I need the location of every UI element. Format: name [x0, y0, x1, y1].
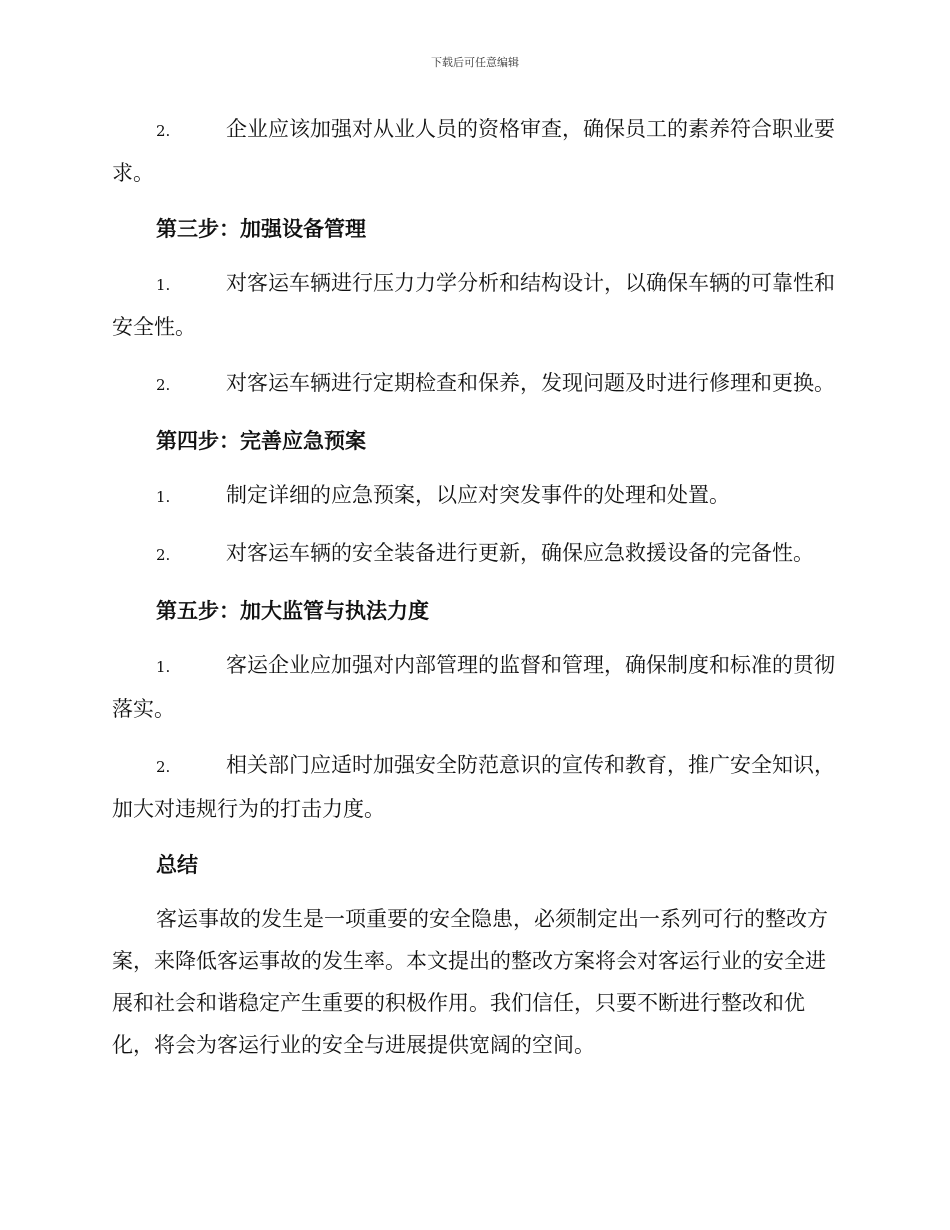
list-item [112, 474, 842, 518]
document-body [112, 108, 842, 1066]
list-item [112, 262, 842, 348]
item-text: 客运企业应加强对内部管理的监督和管理，确保制度和标准的贯彻落实。 [112, 653, 835, 721]
item-text: 相关部门应适时加强安全防范意识的宣传和教育，推广安全知识，加大对违规行为的打击力度。 [112, 753, 835, 821]
item-number: 1. [156, 658, 171, 676]
item-number: 2. [156, 758, 171, 776]
item-number: 1. [156, 488, 171, 506]
item-text: 企业应该加强对从业人员的资格审查，确保员工的素养符合职业要求。 [112, 117, 835, 185]
item-number: 1. [156, 276, 171, 294]
item-text: 对客运车辆进行压力力学分析和结构设计，以确保车辆的可靠性和安全性。 [112, 271, 835, 339]
list-item [112, 644, 842, 730]
item-number: 2. [156, 546, 171, 564]
item-number: 2. [156, 122, 171, 140]
list-item [112, 532, 842, 576]
summary-paragraph: 客运事故的发生是一项重要的安全隐患，必须制定出一系列可行的整改方案，来降低客运事故的发生率。本文提出的整改方案将会对客运行业的安全进展和社会和谐稳定产生重要的积极作用。我们信任，只要不断进行整改和优化，将会为客运行业的安全与进展提供宽阔的空间。 [112, 907, 828, 1057]
item-number: 2. [156, 376, 171, 394]
page-header: 下载后可任意编辑 [431, 56, 519, 69]
section-heading: 第五步：加大监管与执法力度 [156, 599, 429, 623]
section-heading: 第四步：完善应急预案 [156, 429, 366, 453]
list-item [112, 362, 842, 406]
item-text: 制定详细的应急预案，以应对突发事件的处理和处置。 [226, 483, 730, 507]
item-text: 对客运车辆的安全装备进行更新，确保应急救援设备的完备性。 [226, 541, 814, 565]
section-heading: 总结 [156, 853, 198, 877]
item-text: 对客运车辆进行定期检查和保养，发现问题及时进行修理和更换。 [226, 371, 835, 395]
list-item [112, 108, 842, 194]
list-item [112, 744, 842, 830]
section-heading: 第三步：加强设备管理 [156, 217, 366, 241]
